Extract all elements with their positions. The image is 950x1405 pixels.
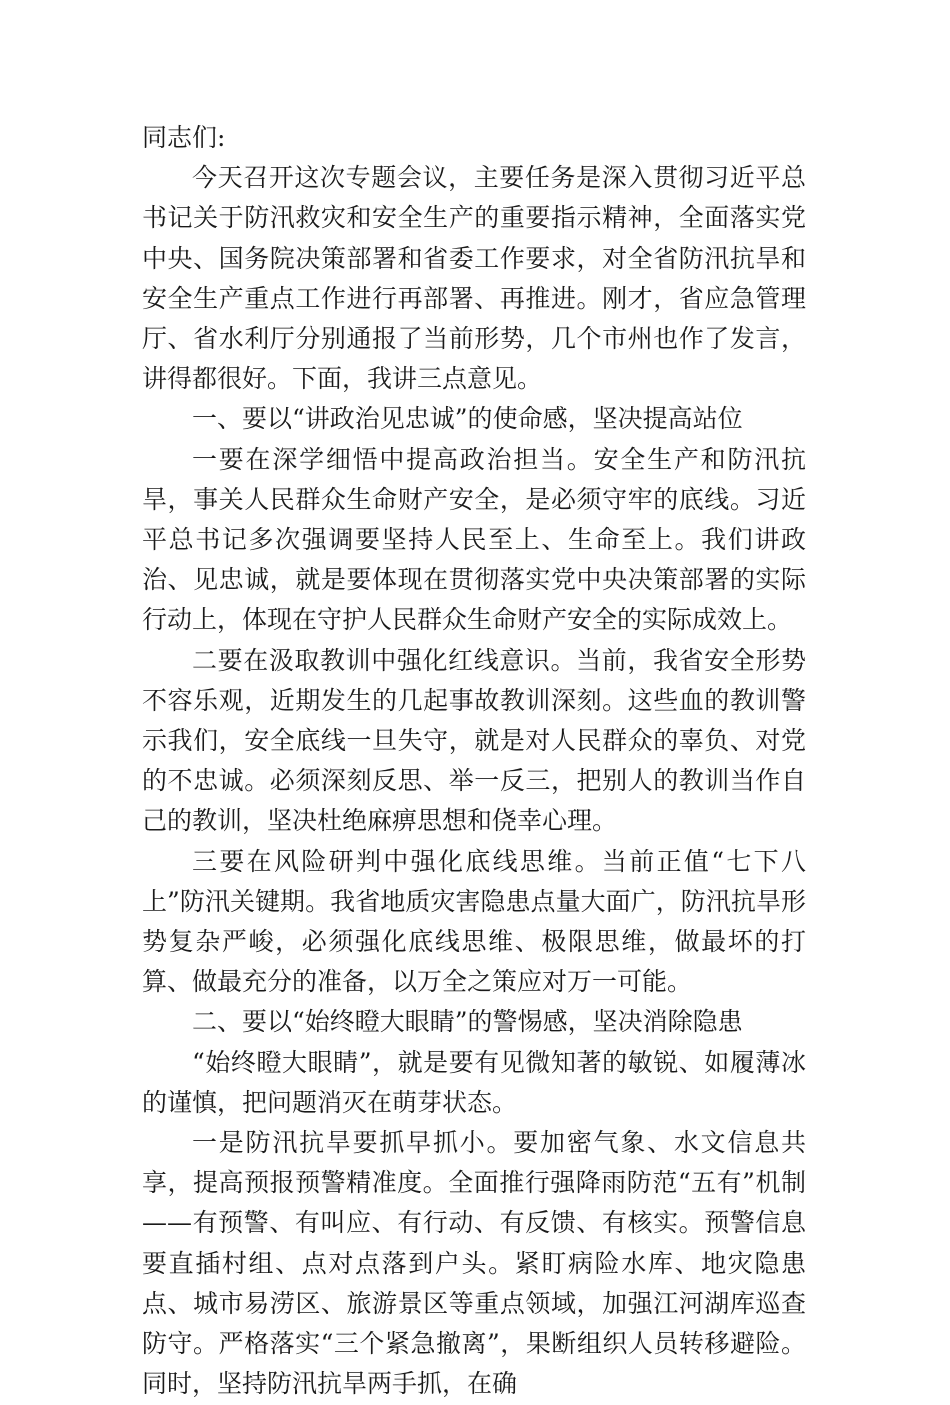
section-heading-2: 二、要以“始终瞪大眼睛”的警惕感，坚决消除隐患 bbox=[192, 1007, 743, 1037]
salutation: 同志们: bbox=[142, 123, 226, 152]
paragraph-1-3: 三要在风险研判中强化底线思维。当前正值“七下八上”防汛关键期。我省地质灾害隐患点量大面广，防汛抗旱形势复杂严峻，必须强化底线思维、极限思维，做最坏的打算、做最充分的准备，以万全之策应对万一可能。 bbox=[142, 846, 806, 997]
section-heading-1: 一、要以“讲政治见忠诚”的使命感，坚决提高站位 bbox=[192, 404, 743, 434]
document-body bbox=[142, 118, 806, 1405]
paragraph-2-intro: “始终瞪大眼睛”，就是要有见微知著的敏锐、如履薄冰的谨慎，把问题消灭在萌芽状态。 bbox=[142, 1047, 806, 1117]
paragraph-opening: 今天召开这次专题会议，主要任务是深入贯彻习近平总书记关于防汛救灾和安全生产的重要指示精神，全面落实党中央、国务院决策部署和省委工作要求，对全省防汛抗旱和安全生产重点工作进行再部署、再推进。刚才，省应急管理厅、省水利厅分别通报了当前形势，几个市州也作了发言，讲得都很好。下面，我讲三点意见。 bbox=[142, 163, 806, 394]
paragraph-1-2: 二要在汲取教训中强化红线意识。当前，我省安全形势不容乐观，近期发生的几起事故教训深刻。这些血的教训警示我们，安全底线一旦失守，就是对人民群众的辜负、对党的不忠诚。必须深刻反思、举一反三，把别人的教训当作自己的教训，坚决杜绝麻痹思想和侥幸心理。 bbox=[142, 645, 806, 836]
paragraph-1-1: 一要在深学细悟中提高政治担当。安全生产和防汛抗旱，事关人民群众生命财产安全，是必须守牢的底线。习近平总书记多次强调要坚持人民至上、生命至上。我们讲政治、见忠诚，就是要体现在贯彻落实党中央决策部署的实际行动上，体现在守护人民群众生命财产安全的实际成效上。 bbox=[142, 444, 806, 635]
paragraph-2-1: 一是防汛抗旱要抓早抓小。要加密气象、水文信息共享，提高预报预警精准度。全面推行强降雨防范“五有”机制——有预警、有叫应、有行动、有反馈、有核实。预警信息要直插村组、点对点落到户头。紧盯病险水库、地灾隐患点、城市易涝区、旅游景区等重点领域，加强江河湖库巡查防守。严格落实“三个紧急撤离”，果断组织人员转移避险。同时，坚持防汛抗旱两手抓，在确 bbox=[142, 1128, 806, 1399]
